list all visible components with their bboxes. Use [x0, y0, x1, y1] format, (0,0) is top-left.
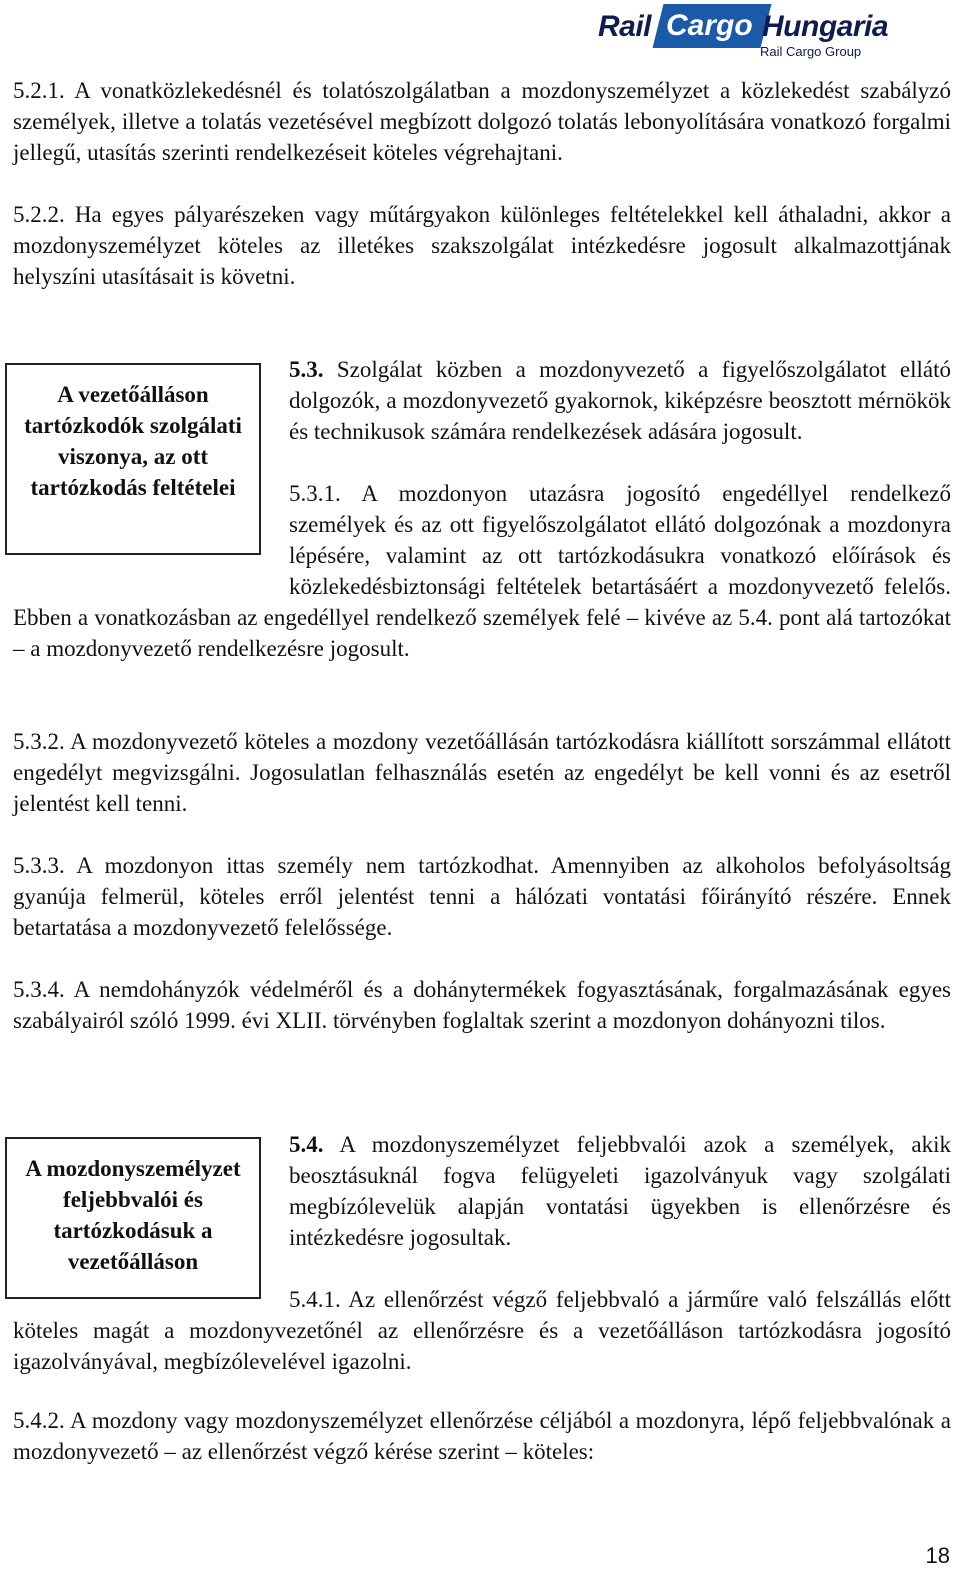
section-number-5-3: 5.3.: [289, 357, 324, 382]
box-spacer: [13, 354, 289, 572]
paragraph-5-3-text: Szolgálat közben a mozdonyvezető a figyelőszolgálatot ellátó dolgozók, a mozdonyvezető gyakornok, kiképzésre beosztott mérnökök és technikusok számára rendelkezések adására jogosult.: [289, 357, 951, 444]
paragraph-5-3-3: 5.3.3. A mozdonyon ittas személy nem tartózkodhat. Amennyiben az alkoholos befolyásoltság gyanúja felmerül, köteles erről jelentést tenni a hálózati vontatási főirányító részére. Ennek betartatása a mozdonyvezető felelőssége.: [13, 853, 951, 940]
paragraph-5-4-1: 5.4.1. Az ellenőrzést végző feljebbvaló a járműre való felszállás előtt köteles magát a mozdonyvezetőnél az ellenőrzésre és a vezetőálláson tartózkodásra jogosító igazolványával, megbízólevelével igazolni.: [13, 1287, 951, 1374]
rail-cargo-hungaria-logo: [598, 4, 888, 60]
box-spacer: [13, 1129, 289, 1315]
logo-group-text: Rail Cargo Group: [760, 44, 862, 59]
sidebar-heading-driver-cab-presence: A vezetőálláson tartózkodók szolgálati viszonya, az ott tartózkodás feltételei: [5, 363, 261, 555]
section-5-4-block: [13, 1129, 951, 1377]
logo-cargo-block: [653, 4, 772, 48]
paragraph-5-3-2: 5.3.2. A mozdonyvezető köteles a mozdony vezetőállásán tartózkodásra kiállított sorszámmal ellátott engedélyt megvizsgálni. Jogosulatlan felhasználás esetén az engedélyt be kell vonni és az esetről jelentést kell tenni.: [13, 729, 951, 816]
paragraph-5-4-text: A mozdonyszemélyzet feljebbvalói azok a személyek, akik beosztásuknál fogva felügyeleti igazolványuk vagy szolgálati megbízólevelük alapján vontatási ügyekben is ellenőrzésre és intézkedésre jogosultak.: [289, 1132, 951, 1250]
paragraph-5-3-1: 5.3.1. A mozdonyon utazásra jogosító engedéllyel rendelkező személyek és az ott figyelőszolgálatot ellátó dolgozónak a mozdonyra lépésére, valamint az ott tartózkodásukra vonatkozó előírások és közlekedésbiztonsági feltételek betartásáért a mozdonyvezető felelős. Ebben a vonatkozásban az engedéllyel rendelkező személyek felé – kivéve az 5.4. pont alá tartozókat – a mozdonyvezető rendelkezésre jogosult.: [13, 481, 951, 661]
logo-hungaria-text: Hungaria: [762, 10, 889, 43]
paragraph-5-2-2: 5.2.2. Ha egyes pályarészeken vagy műtárgyakon különleges feltételekkel kell áthaladni, akkor a mozdonyszemélyzet köteles az illetékes szakszolgálat intézkedésre jogosult alkalmazottjának helyszíni utasításait is követni.: [13, 202, 951, 289]
paragraph-5-2-1: 5.2.1. A vonatközlekedésnél és tolatószolgálatban a mozdonyszemélyzet a közlekedést szabályzó személyek, illetve a tolatás vezetésével megbízott dolgozó tolatás lebonyolítására vonatkozó forgalmi jellegű, utasítás szerinti rendelkezéseit köteles végrehajtani.: [13, 78, 951, 165]
logo-rail-text: Rail: [598, 10, 652, 43]
paragraph-5-4-2: 5.4.2. A mozdony vagy mozdonyszemélyzet ellenőrzése céljából a mozdonyra, lépő feljebbvalónak a mozdonyvezető – az ellenőrzést végző kérése szerint – köteles:: [13, 1408, 951, 1464]
logo-cargo-text: Cargo: [666, 9, 753, 42]
sidebar-heading-crew-superiors: A mozdonyszemélyzet feljebbvalói és tartózkodásuk a vezetőálláson: [5, 1137, 261, 1299]
paragraph-5-3-4: 5.3.4. A nemdohányzók védelméről és a dohánytermékek fogyasztásának, forgalmazásának egyes szabályairól szóló 1999. évi XLII. törvényben foglaltak szerint a mozdonyon dohányozni tilos.: [13, 977, 951, 1033]
section-number-5-4: 5.4.: [289, 1132, 324, 1157]
page-number: 18: [925, 1543, 950, 1568]
section-5-3-block: [13, 354, 951, 664]
